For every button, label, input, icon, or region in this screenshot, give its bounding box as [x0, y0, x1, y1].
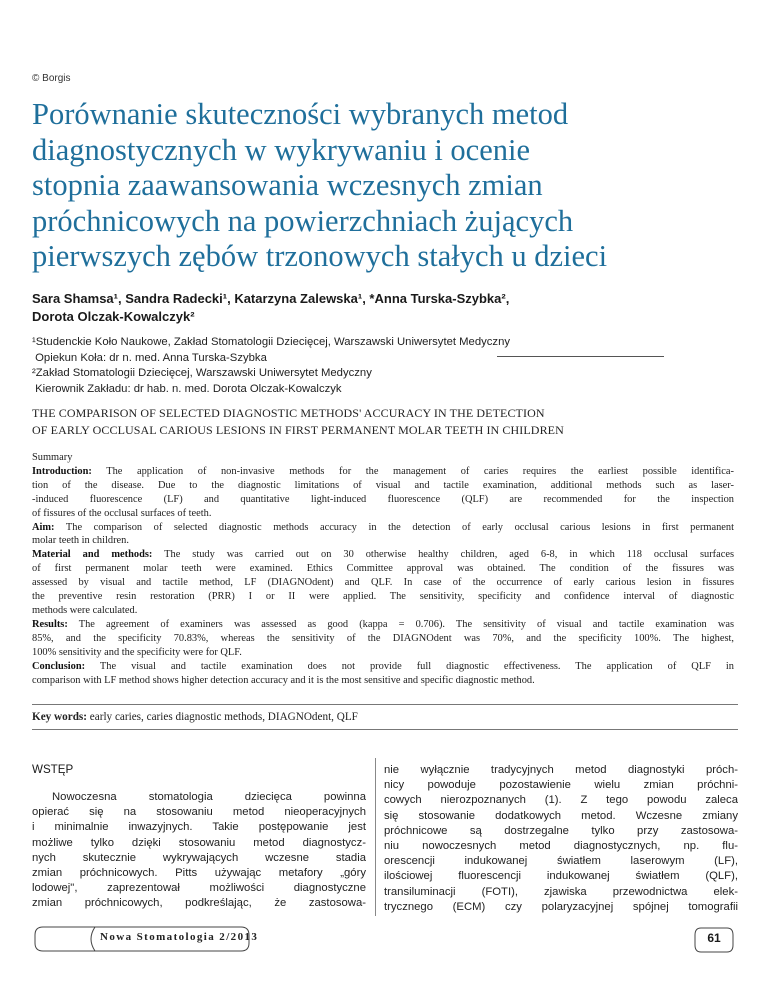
keywords: [32, 711, 738, 723]
body-line: nych skutecznie wykrywających wczesne stadia: [32, 851, 366, 864]
journal-name: Nowa Stomatologia 2/2013: [100, 931, 259, 943]
keywords-bottom-rule: [32, 729, 738, 730]
body-line: ilościowej fluorescencji indukowanej światłem (QLF),: [384, 870, 738, 883]
body-line: orescencji indukowanej światłem laserowym (LF),: [384, 855, 738, 868]
summary-line: 85%, and the specificity 70.83%, whereas the sensitivity of the DIAGNOdent was 70%, and the specificity 100%. The highest,: [32, 632, 734, 644]
affiliations: [32, 335, 732, 397]
body-line: niu nowoczesnych metod diagnostycznych, np. flu-: [384, 840, 738, 853]
body-line: nie wyłącznie tradycyjnych metod diagnostyki próch-: [384, 764, 738, 776]
summary-line: [32, 521, 734, 535]
title-line: stopnia zaawansowania wczesnych zmian: [32, 168, 543, 202]
methods-label: Material and methods:: [32, 549, 153, 561]
body-line: nicy powoduje pozostawienie wielu zmian próchni-: [384, 779, 738, 792]
keywords-top-rule: [32, 704, 738, 705]
summary-line: methods were calculated.: [32, 604, 138, 616]
affiliation-line: Opiekun Koła: dr n. med. Anna Turska-Szybka: [32, 351, 267, 364]
body-line: cowych nierozpoznanych (1). Z tego powodu zaleca: [384, 794, 738, 807]
title-line: pierwszych zębów trzonowych stałych u dzieci: [32, 239, 608, 273]
page-number: 61: [707, 931, 721, 945]
summary-line: -induced fluorescence (LF) and quantitative light-induced fluorescence (QLF) are recommended for the inspection: [32, 493, 734, 505]
column-divider: [375, 758, 376, 916]
body-line: zmian próchnicowych. Pitts używając metafory „góry: [32, 867, 366, 880]
summary-line: assessed by visual and tactile method, LF (DIAGNOdent) and QLF. In case of the occurrence of early carious lesion in fissures: [32, 577, 734, 589]
body-line: zmian próchnicowych, podkreślając, że zastosowa-: [32, 897, 366, 910]
article-title: [32, 97, 732, 275]
section-heading: WSTĘP: [32, 763, 74, 776]
body-line: lodowej", zaprezentował możliwości diagnostyczne: [32, 882, 366, 895]
author-line: Sara Shamsa¹, Sandra Radecki¹, Katarzyna Zalewska¹, *Anna Turska-Szybka²,: [32, 291, 510, 306]
summary-line: the preventive resin restoration (PRR) I or II were applied. The sensitivity, specificity and confidence interval of diagnostic: [32, 591, 734, 603]
summary-heading: Summary: [32, 452, 73, 463]
summary-line: of first permanent molar teeth were examined. Ethics Committee approval was obtained. The condition of the fissures was: [32, 563, 734, 575]
english-title-line: OF EARLY OCCLUSAL CARIOUS LESIONS IN FIRST PERMANENT MOLAR TEETH IN CHILDREN: [32, 423, 564, 437]
author-list: [32, 290, 732, 325]
summary-line: comparison with LF method shows higher detection accuracy and it is the most sensitive and specific diagnostic method.: [32, 674, 535, 686]
results-text: The agreement of examiners was assessed as good (kappa = 0.706). The sensitivity of visual and tactile examination was: [67, 618, 734, 630]
body-column-left: [32, 763, 366, 912]
body-line: trycznego (ECM) czy polaryzacyjnej spójnej tomografii: [384, 900, 738, 913]
summary-line: molar teeth in children.: [32, 535, 129, 547]
summary-line: [32, 618, 734, 632]
body-line: Nowoczesna stomatologia dziecięca powinna: [52, 791, 366, 803]
summary-line: tion of the disease. Due to the diagnostic limitations of visual and tactile examination, additional methods such as laser-: [32, 479, 734, 491]
summary-line: [32, 465, 734, 479]
body-line: się stosowanie dodatkowych metod. Wczesne zmiany: [384, 809, 738, 822]
introduction-label: Introduction:: [32, 465, 92, 477]
summary-line: [32, 660, 734, 674]
body-line: i minimalnie inwazyjnych. Takie postępowanie jest: [32, 821, 366, 834]
author-line: Dorota Olczak-Kowalczyk²: [32, 308, 195, 324]
aim-label: Aim:: [32, 521, 55, 533]
title-line: diagnostycznych w wykrywaniu i ocenie: [32, 132, 531, 167]
methods-text: The study was carried out on 30 otherwise healthy children, aged 6-8, in which 118 occlusal surfaces: [152, 549, 734, 561]
summary-abstract: [32, 451, 734, 687]
introduction-text: The application of non-invasive methods for the management of caries requires the earliest possible identifica-: [91, 465, 734, 477]
conclusion-label: Conclusion:: [32, 660, 86, 672]
keywords-label: Key words:: [32, 711, 87, 723]
aim-text: The comparison of selected diagnostic methods accuracy in the detection of early occlusal carious lesions in first permanent: [54, 521, 734, 533]
conclusion-text: The visual and tactile examination does not provide full diagnostic effectiveness. The application of QLF in: [85, 660, 734, 672]
affiliation-line: ²Zakład Stomatologii Dziecięcej, Warszawski Uniwersytet Medyczny: [32, 367, 372, 380]
english-title: [32, 405, 732, 439]
title-line: próchnicowych na powierzchniach żujących: [32, 203, 574, 238]
body-line: możliwe tylko dzięki stosowaniu metod diagnostycz-: [32, 836, 366, 849]
results-label: Results:: [32, 618, 68, 630]
body-line: opierać się na stosowaniu metod nieoperacyjnych: [32, 806, 366, 819]
body-line: próchnicowe są dostrzegalne tylko przy zastosowa-: [384, 824, 738, 837]
affiliation-line: ¹Studenckie Koło Naukowe, Zakład Stomatologii Dziecięcej, Warszawski Uniwersytet Medyczny: [32, 336, 510, 348]
title-line: Porównanie skuteczności wybranych metod: [32, 97, 569, 131]
summary-line: [32, 548, 734, 562]
affiliation-divider: [497, 356, 664, 357]
affiliation-line: Kierownik Zakładu: dr hab. n. med. Dorota Olczak-Kowalczyk: [32, 382, 342, 395]
summary-line: 100% sensitivity and the specificity were for QLF.: [32, 646, 242, 658]
english-title-line: THE COMPARISON OF SELECTED DIAGNOSTIC METHODS' ACCURACY IN THE DETECTION: [32, 406, 545, 420]
keywords-text: early caries, caries diagnostic methods, DIAGNOdent, QLF: [87, 711, 358, 723]
body-column-right: [384, 763, 738, 915]
body-line: transiluminacji (FOTI), zjawiska przewodnictwa elek-: [384, 885, 738, 898]
copyright-notice: © Borgis: [32, 73, 71, 84]
summary-line: of fissures of the occlusal surfaces of teeth.: [32, 507, 212, 519]
